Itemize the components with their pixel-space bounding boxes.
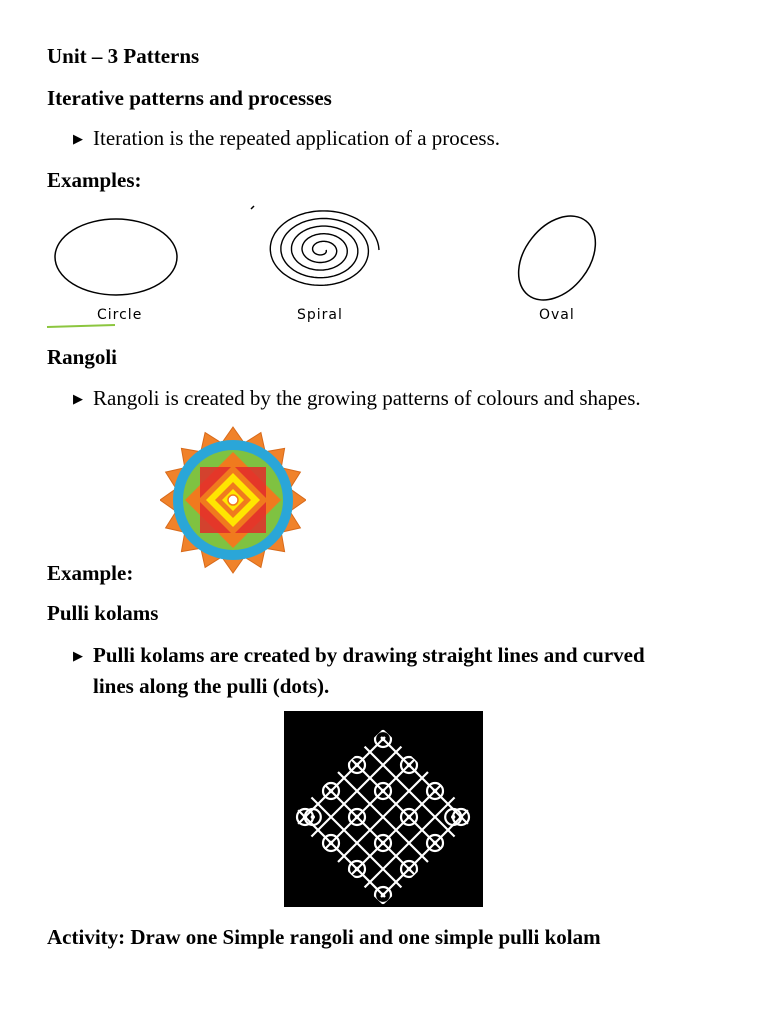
kolam-dot xyxy=(451,815,455,819)
rangoli-heading: Rangoli xyxy=(47,345,118,369)
example-label: Example: xyxy=(47,561,134,585)
oval-figure xyxy=(505,210,615,330)
kolam-dot xyxy=(355,815,359,819)
examples-label: Examples: xyxy=(47,168,142,192)
pulli-definition-line-2: lines along the pulli (dots). xyxy=(93,674,330,698)
kolam-dot xyxy=(407,763,411,767)
activity-instruction: Activity: Draw one Simple rangoli and one simple pulli kolam xyxy=(47,925,601,949)
kolam-dot xyxy=(407,867,411,871)
rangoli-definition: Rangoli is created by the growing patterns of colours and shapes. xyxy=(93,386,641,410)
right-triangle-bullet-icon: ▶ xyxy=(73,391,83,406)
iteration-definition: Iteration is the repeated application of a process. xyxy=(93,126,500,150)
kolam-dot xyxy=(459,815,463,819)
rangoli-figure xyxy=(160,425,306,575)
circle-figure xyxy=(45,210,195,335)
kolam-dot xyxy=(433,841,437,845)
circle-caption: Circle xyxy=(97,307,143,323)
pulli-kolam-figure xyxy=(284,711,483,907)
section-heading-iterative: Iterative patterns and processes xyxy=(47,86,332,110)
pulli-kolam-heading: Pulli kolams xyxy=(47,601,159,625)
kolam-dot xyxy=(329,841,333,845)
kolam-dot xyxy=(407,815,411,819)
kolam-dot xyxy=(381,737,385,741)
right-triangle-bullet-icon: ▶ xyxy=(73,131,83,146)
spiral-caption: Spiral xyxy=(297,307,343,323)
kolam-dot xyxy=(303,815,307,819)
kolam-dot xyxy=(433,789,437,793)
kolam-dot xyxy=(329,789,333,793)
kolam-dot xyxy=(355,763,359,767)
kolam-dot xyxy=(311,815,315,819)
kolam-dot xyxy=(381,841,385,845)
right-triangle-bullet-icon: ▶ xyxy=(73,648,83,663)
kolam-dot xyxy=(381,789,385,793)
kolam-dot xyxy=(381,893,385,897)
kolam-dot xyxy=(355,867,359,871)
oval-caption: Oval xyxy=(539,307,575,323)
spiral-figure xyxy=(245,200,405,330)
pulli-definition-line-1: Pulli kolams are created by drawing straight lines and curved xyxy=(93,643,645,667)
unit-title: Unit – 3 Patterns xyxy=(47,44,200,68)
